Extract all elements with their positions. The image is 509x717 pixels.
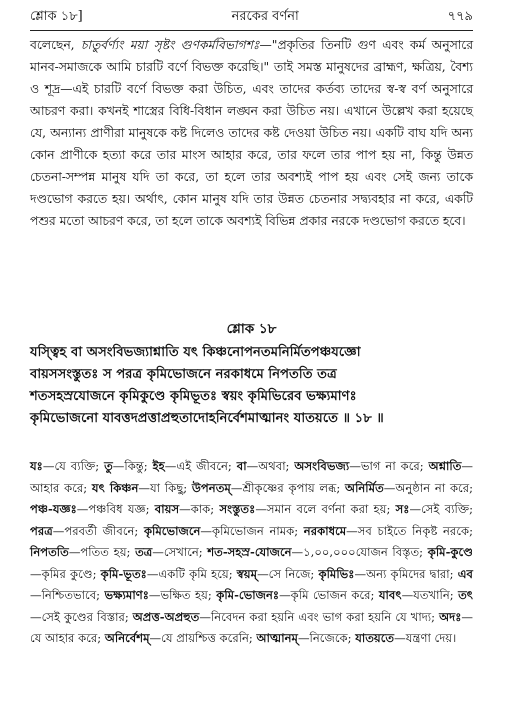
synonym-word: উপনতম্ (191, 480, 231, 495)
synonym-meaning: —যতখানি; (401, 588, 459, 602)
synonym-meaning: —যন্ত্রণা দেয়। (394, 631, 457, 645)
synonym-meaning: —কিন্তু; (112, 459, 153, 473)
verse-title: শ্লোক ১৮ (226, 321, 277, 337)
synonym-meaning: —ভাগ না করে; (349, 459, 429, 473)
page-header (30, 6, 473, 31)
synonym-word: তু (104, 459, 113, 473)
synonym-meaning: —নিবেদন করা হয়নি এবং ভাগ করা হয়নি যে খাদ্য; (199, 609, 440, 624)
synonym-word: যাবৎ (378, 588, 402, 602)
verse-line: বায়সসংস্তুতঃ স পরত্র কৃমিভোজনে নরকাধমে নিপততি তত্র (30, 367, 337, 382)
synonym-word: অশ্নাতি (428, 459, 462, 473)
synonym-meaning: —কৃমিভোজন নামক; (200, 523, 304, 538)
synonym-word: যাতয়তে (355, 631, 395, 645)
verse-line: যস্ত্বিহ বা অসংবিভজ্যাশ্নাতি যৎ কিঞ্চনোপনতমনির্মিতপঞ্চযজ্ঞো (30, 345, 361, 360)
synonym-word: সঃ (395, 502, 410, 516)
synonym-word: কৃমি-ভোজনঃ (216, 588, 280, 602)
purport-text-start: বলেছেন, (30, 38, 81, 52)
word-synonyms (30, 456, 473, 650)
purport-paragraph (30, 34, 473, 232)
synonym-meaning: —পতিত হয়; (68, 545, 136, 559)
synonym-word: নরকাধমে (303, 523, 347, 538)
synonym-meaning: —আহার করে; (30, 459, 473, 495)
synonym-meaning: —যে আহার করে; (30, 609, 473, 645)
purport-text-rest: —"প্রকৃতির তিনটি গুণ এবং কর্ম অনুসারে মানব-সমাজকে আমি চারটি বর্ণে বিভক্ত করেছি।" তাই সমস্ত মানুষদের ব্রাহ্মণ, ক্ষত্রিয়, বৈশ্য ও শূদ্র—এই চারটি বর্ণে বিভক্ত করা উচিত, এবং তাদের কর্তব্য তাদের স্ব-স্ব বর্ণ অনুসারে আচরণ করা। কখনই শাস্ত্রের বিধি-বিধান লঙ্ঘন করা উচিত নয়। এখানে উল্লেখ করা হয়েছে যে, অন্যান্য প্রাণীরা মানুষকে কষ্ট দিলেও তাদের কষ্ট দেওয়া উচিত নয়। একটি বাঘ যদি অন্য কোন প্রাণীকে হত্যা করে তার মাংস আহার করে, তার ফলে তার পাপ হয় না, কিন্তু উন্নত চেতনা-সম্পন্ন মানুষ যদি তা করে, তা হলে তার অবশ্যই পাপ হয় এবং সেই জন্য তাকে দণ্ডভোগ করতে হয়। অর্থাৎ, কোন মানুষ যদি তার উন্নত চেতনার সদ্ব্যবহার না করে, একটি পশুর মতো আচরণ করে, তা হলে তাকে অবশ্যই বিভিন্ন প্রকার নরকে দণ্ডভোগ করতে হবে। (30, 38, 473, 228)
synonym-meaning: —পরবর্তী জীবনে; (52, 523, 144, 538)
verse-line: শতসহস্রযোজনে কৃমিকুণ্ডে কৃমিভূতঃ স্বয়ং কৃমিভিরেব ভক্ষ্যমাণঃ (30, 389, 357, 404)
synonym-word: সংস্তুতঃ (219, 502, 256, 516)
synonym-meaning: —সেই কুণ্ডের বিস্তার; (30, 609, 133, 624)
synonym-meaning: —ভক্ষিত হয়; (148, 588, 217, 602)
synonym-meaning: —কৃমি ভোজন করে; (279, 588, 379, 602)
synonym-meaning: —কাক; (179, 502, 220, 516)
synonym-meaning: —যে প্রায়শ্চিত্ত করেনি; (149, 631, 257, 645)
synonym-word: কৃমি-ভূতঃ (100, 566, 147, 581)
synonym-meaning: —অন্য কৃমিদের দ্বারা; (354, 566, 458, 581)
synonym-meaning: —অথবা; (246, 459, 295, 473)
verse-text (30, 342, 473, 430)
synonym-word: কৃমি-কুণ্ডে (427, 545, 473, 559)
synonym-word: অদঃ (439, 609, 462, 624)
synonym-word: যৎ কিঞ্চন (91, 480, 139, 495)
sanskrit-quote: চাতুর্বর্ণ্যং ময়া সৃষ্টং গুণকর্মবিভাগশঃ (80, 38, 260, 52)
header-page-number: ৭৭৯ (447, 9, 473, 24)
synonym-word: অপ্রত্ত-অপ্রহুত (132, 609, 200, 624)
header-verse-ref: শ্লোক ১৮] (30, 9, 83, 24)
synonym-meaning: —একটি কৃমি হয়ে; (146, 566, 237, 581)
synonym-word: নিপততি (30, 545, 69, 559)
verse-line: কৃমিভোজনো যাবত্তদপ্রত্তাপ্রহুতাদোহনির্বেশমাত্মানং যাতয়তে ॥ ১৮ ॥ (30, 411, 384, 426)
synonym-meaning: —নিশ্চিতভাবে; (30, 588, 105, 602)
synonym-word: তৎ (458, 588, 474, 602)
synonym-meaning: —যা কিছু; (138, 480, 192, 495)
synonym-meaning: —সেই ব্যক্তি; (409, 502, 473, 516)
synonym-meaning: —এই জীবনে; (164, 459, 237, 473)
synonym-word: ইহ (152, 459, 165, 473)
synonym-word: যঃ (30, 459, 43, 473)
synonym-word: ভক্ষ্যমাণঃ (104, 588, 149, 602)
synonym-word: কৃমিভিঃ (318, 566, 355, 581)
synonym-word: স্বয়ম্ (236, 566, 258, 581)
synonym-word: বায়স (154, 502, 180, 516)
synonym-word: অসংবিভজ্য (294, 459, 350, 473)
synonym-meaning: —সে নিজে; (257, 566, 319, 581)
synonym-word: পঞ্চ-যজ্ঞঃ (30, 502, 77, 516)
synonym-meaning: —সমান বলে বর্ণনা করা হয়; (255, 502, 396, 516)
synonym-word: অনির্মিত (345, 480, 384, 495)
synonym-meaning: —১,০০,০০০যোজন বিস্তৃত; (291, 545, 428, 559)
synonym-meaning: —যে ব্যক্তি; (42, 459, 105, 473)
synonym-meaning: —নিজেকে; (297, 631, 356, 645)
synonym-meaning: —কৃমির কুণ্ডে; (30, 566, 101, 581)
synonym-meaning: —সেখানে; (152, 545, 208, 559)
synonym-meaning: —পঞ্চবিধ যজ্ঞ; (76, 502, 155, 516)
synonym-word: কৃমিভোজনে (143, 523, 201, 538)
synonym-word: পরত্র (30, 523, 53, 538)
synonym-word: শত-সহস্র-যোজনে (207, 545, 292, 559)
synonym-word: বা (236, 459, 247, 473)
synonym-word: অনির্বেশম্ (104, 631, 150, 645)
synonym-meaning: —অনুষ্ঠান না করে; (383, 480, 473, 495)
synonym-word: তত্র (135, 545, 153, 559)
synonym-word: এব (457, 566, 473, 581)
synonym-word: আত্মানম্ (256, 631, 298, 645)
header-chapter-title: নরকের বর্ণনা (231, 9, 299, 24)
synonym-meaning: —সব চাইতে নিকৃষ্ট নরকে; (346, 523, 473, 538)
synonym-meaning: —শ্রীকৃষ্ণের কৃপায় লব্ধ; (230, 480, 346, 495)
